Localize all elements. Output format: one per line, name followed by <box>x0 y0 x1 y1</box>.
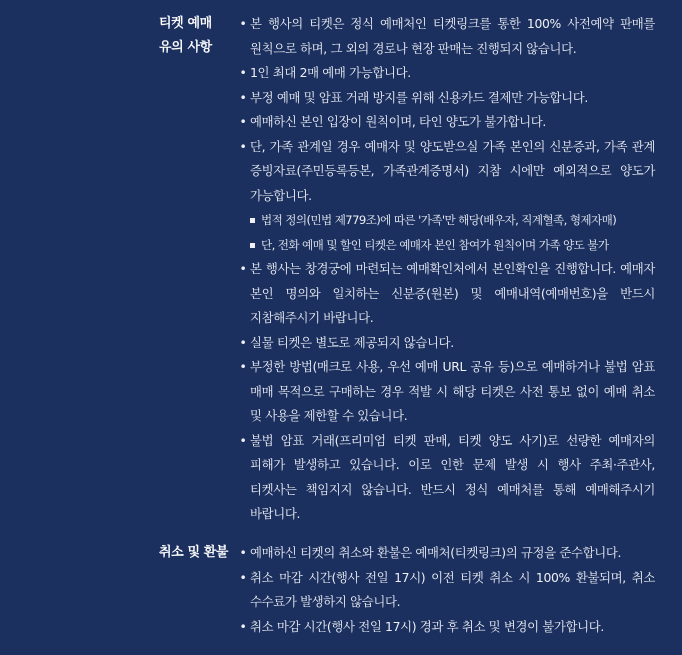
square-bullet-icon <box>250 218 255 223</box>
section-title <box>159 12 235 60</box>
sub-list-item-text: 법적 정의(민법 제779조)에 따른 '가족'만 해당(배우자, 직계혈족, 형제자매) <box>261 213 617 227</box>
bullet-icon: • <box>239 65 247 80</box>
bullet-icon: • <box>239 16 247 31</box>
list-item <box>237 110 655 135</box>
section-title-line: 티켓 예매 <box>159 16 212 31</box>
bullet-icon: • <box>239 432 247 448</box>
bullet-icon: • <box>239 261 247 276</box>
sub-list-item <box>237 208 655 233</box>
list-item-text: 불법 암표 거래(프리미엄 티켓 판매, 티켓 양도 사기)로 선량한 예매자의 피해가 발생하고 있습니다. 이로 인한 문제 발생 시 행사 주최·주관사, 티켓사는 책임지지 않습니다. 반드시 정식 예매처를 통해 예매해주시기 바랍니다. <box>250 432 655 521</box>
section-title-line: 취소 및 환불 <box>159 545 229 560</box>
bullet-icon: • <box>239 89 247 105</box>
list-item-text: 부정한 방법(매크로 사용, 우선 예매 URL 공유 등)으로 예매하거나 불법 암표 매매 목적으로 구매하는 경우 적발 시 해당 티켓은 사전 통보 없이 예매 취소 및 사용을 제한할 수 있습니다. <box>250 359 655 423</box>
list-item <box>237 615 655 640</box>
refund-list <box>237 541 655 639</box>
list-item <box>237 429 655 527</box>
list-item-text: 예매하신 본인 입장이 원칙이며, 타인 양도가 불가합니다. <box>250 114 546 129</box>
section-title <box>159 541 235 565</box>
list-item <box>237 135 655 209</box>
list-item-text: 본 행사의 티켓은 정식 예매처인 티켓링크를 통한 100% 사전예약 판매를 원칙으로 하며, 그 외의 경로나 현장 판매는 진행되지 않습니다. <box>250 16 655 56</box>
list-item-text: 예매하신 티켓의 취소와 환불은 예매처(티켓링크)의 규정을 준수합니다. <box>250 545 622 560</box>
section-title-line: 유의 사항 <box>159 40 212 55</box>
list-item-text: 본 행사는 창경궁에 마련되는 예매확인처에서 본인확인을 진행합니다. 예매자 본인 명의와 일치하는 신분증(원본) 및 예매내역(예매번호)을 반드시 지참해주시기 바랍니다. <box>250 261 655 325</box>
list-item-text: 취소 마감 시간(행사 전일 17시) 이전 티켓 취소 시 100% 환불되며, 취소 수수료가 발생하지 않습니다. <box>250 569 655 609</box>
bullet-icon: • <box>239 114 247 129</box>
list-item-text: 1인 최대 2매 예매 가능합니다. <box>250 65 411 80</box>
list-item <box>237 61 655 86</box>
sub-list-item-text: 단, 전화 예매 및 할인 티켓은 예매자 본인 참여가 원칙이며 가족 양도 불가 <box>261 237 609 252</box>
list-item <box>237 331 655 356</box>
list-item-text: 단, 가족 관계일 경우 예매자 및 양도받으실 가족 본인의 신분증과, 가족 관계 증빙자료(주민등록등본, 가족관계증명서) 지참 시에만 예외적으로 양도가 가능합니다. <box>250 138 655 203</box>
list-item <box>237 355 655 429</box>
list-item-text: 부정 예매 및 암표 거래 방지를 위해 신용카드 결제만 가능합니다. <box>250 89 588 105</box>
list-item <box>237 12 655 61</box>
bullet-icon: • <box>239 545 247 560</box>
sub-list-item <box>237 233 655 258</box>
bullet-icon: • <box>239 569 247 585</box>
bullet-icon: • <box>239 138 247 154</box>
list-item <box>237 257 655 331</box>
list-item <box>237 541 655 566</box>
square-bullet-icon <box>250 243 255 248</box>
bullet-icon: • <box>239 618 247 634</box>
bullet-icon: • <box>239 334 247 350</box>
list-item-text: 취소 마감 시간(행사 전일 17시) 경과 후 취소 및 변경이 불가합니다. <box>250 618 604 634</box>
list-item <box>237 86 655 111</box>
list-item-text: 실물 티켓은 별도로 제공되지 않습니다. <box>250 334 454 350</box>
bullet-icon: • <box>239 359 247 374</box>
notice-list <box>237 12 655 527</box>
list-item <box>237 566 655 615</box>
